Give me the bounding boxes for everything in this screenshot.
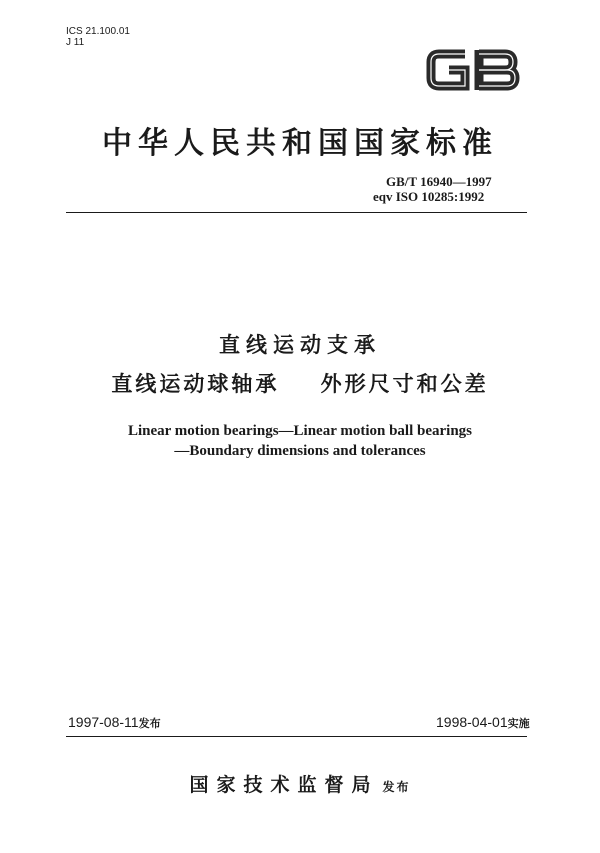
effective-date-value: 1998-04-01 (436, 714, 508, 730)
chinese-title-main: 直线运动支承 (219, 333, 381, 357)
english-title-line-2: —Boundary dimensions and tolerances (174, 443, 426, 459)
header-divider (66, 212, 527, 213)
issue-date-label: 发布 (138, 717, 161, 730)
effective-date (436, 714, 530, 731)
gb-logo (425, 44, 521, 96)
issue-date-value: 1997-08-11 (68, 714, 139, 730)
english-title-line-1: Linear motion bearings—Linear motion ball bearings (127, 423, 473, 439)
issuing-authority (0, 770, 600, 797)
effective-date-label: 实施 (507, 717, 530, 730)
standard-number: GB/T 16940—1997 (386, 174, 492, 189)
issue-date (68, 714, 161, 731)
chinese-title-sub: 直线运动球轴承 外形尺寸和公差 (111, 372, 489, 396)
ccs-code: J 11 (66, 37, 85, 48)
issuer-name: 国家技术监督局 (189, 774, 379, 796)
footer-divider (66, 736, 527, 737)
ics-code: ICS 21.100.01 (66, 26, 130, 37)
issuer-label: 发布 (382, 780, 411, 794)
standard-category-title: 中华人民共和国国家标准 (102, 126, 498, 161)
equivalent-standard: eqv ISO 10285:1992 (373, 189, 485, 204)
